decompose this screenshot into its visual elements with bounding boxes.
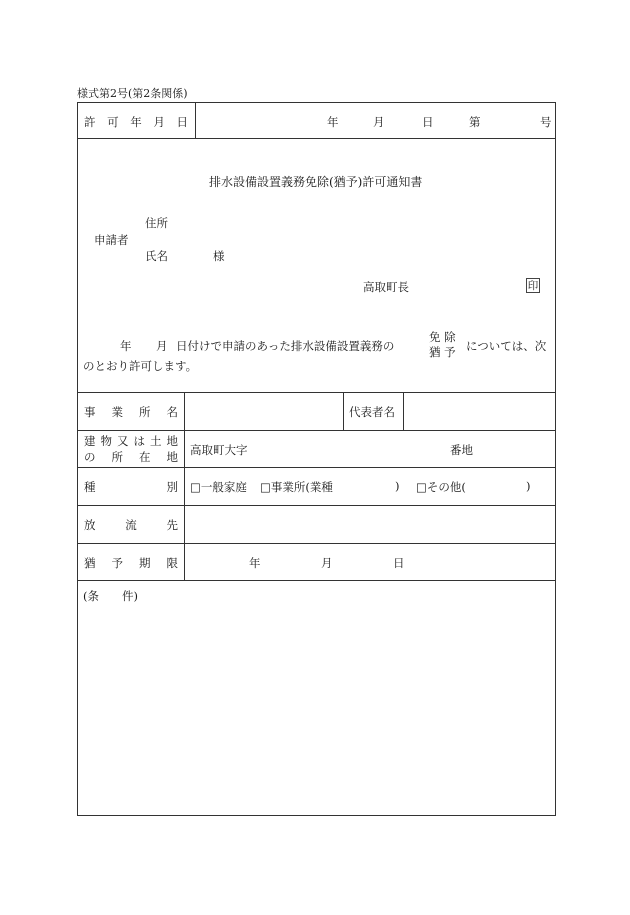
option-other[interactable]: □その他( [416, 480, 466, 494]
exempt-defer-choice [429, 330, 456, 360]
body-month: 月 [156, 339, 168, 353]
deferral-day: 日 [393, 556, 405, 570]
col-divider [403, 392, 404, 430]
label-char: 許 [84, 115, 96, 129]
choice-exempt: 免 除 [429, 330, 456, 344]
row-divider [78, 138, 555, 139]
row-divider [78, 505, 555, 506]
applicant-label: 申請者 [94, 233, 129, 247]
honorific: 様 [213, 249, 225, 263]
option-business[interactable]: □事業所(業種 [260, 480, 333, 494]
discharge-label [84, 517, 178, 533]
name-label: 氏名 [145, 249, 168, 263]
deferral-year: 年 [249, 556, 261, 570]
body-text-c: のとおり許可します。 [83, 359, 198, 373]
representative-label: 代表者名 [349, 405, 395, 419]
label-char: 月 [153, 115, 165, 129]
row-divider [78, 430, 555, 431]
permit-date-label [84, 114, 188, 130]
label-char: 流 [125, 518, 137, 532]
label-char: 別 [166, 480, 178, 494]
label-char: 名 [166, 405, 178, 419]
label-char: 物 [100, 434, 112, 448]
label-char: 事 [84, 405, 96, 419]
label-char: 所 [139, 405, 151, 419]
category-label [84, 479, 178, 495]
label-char: 年 [130, 115, 142, 129]
body-text-a: 日付けで申請のあった排水設備設置義務の [176, 339, 395, 353]
row-divider [78, 580, 555, 581]
permit-year: 年 [327, 115, 339, 129]
body-text-b: については、次 [466, 339, 547, 353]
label-char: 先 [166, 518, 178, 532]
permit-form-frame [77, 102, 556, 816]
row-divider [78, 467, 555, 468]
deferral-month: 月 [321, 556, 333, 570]
label-char: 所 [111, 450, 123, 464]
option-household[interactable]: □一般家庭 [190, 480, 247, 494]
row-divider [78, 543, 555, 544]
permit-month: 月 [373, 115, 385, 129]
option-business-close: ) [395, 479, 400, 493]
label-char: 猶 [84, 556, 96, 570]
business-name-label [84, 404, 178, 420]
town-prefix: 高取町大字 [190, 443, 248, 457]
label-char: 地 [166, 434, 178, 448]
label-char: 土 [150, 434, 162, 448]
row-divider [78, 392, 555, 393]
label-char: 予 [111, 556, 123, 570]
col-divider [343, 392, 344, 430]
deferral-deadline-label [84, 555, 178, 571]
seal-mark: 印 [527, 280, 539, 292]
document-title: 排水設備設置義務免除(猶予)許可通知書 [209, 175, 423, 189]
label-char: 建 [84, 434, 96, 448]
address-label: 住所 [145, 216, 168, 230]
label-char: 可 [107, 115, 119, 129]
banchi-label: 番地 [450, 443, 473, 457]
col-divider [195, 103, 196, 138]
col-divider [184, 392, 185, 580]
location-label-line1 [84, 433, 178, 449]
label-char: 地 [166, 450, 178, 464]
conditions-label: (条 件) [83, 589, 138, 603]
label-char: の [84, 450, 96, 464]
permit-dai: 第 [469, 115, 481, 129]
label-char: 放 [84, 518, 96, 532]
label-char: 限 [166, 556, 178, 570]
label-char: 期 [139, 556, 151, 570]
label-char: 日 [176, 115, 188, 129]
option-other-close: ) [526, 479, 531, 493]
form-number: 様式第2号(第2条関係) [77, 87, 188, 100]
label-char: 業 [111, 405, 123, 419]
body-year: 年 [120, 339, 132, 353]
label-char: 又 [117, 434, 129, 448]
permit-go: 号 [540, 115, 552, 129]
permit-day: 日 [422, 115, 434, 129]
location-label-line2 [84, 449, 178, 465]
label-char: は [133, 434, 145, 448]
choice-defer: 猶 予 [429, 345, 456, 359]
label-char: 種 [84, 480, 96, 494]
label-char: 在 [139, 450, 151, 464]
mayor-title: 高取町長 [363, 280, 409, 294]
